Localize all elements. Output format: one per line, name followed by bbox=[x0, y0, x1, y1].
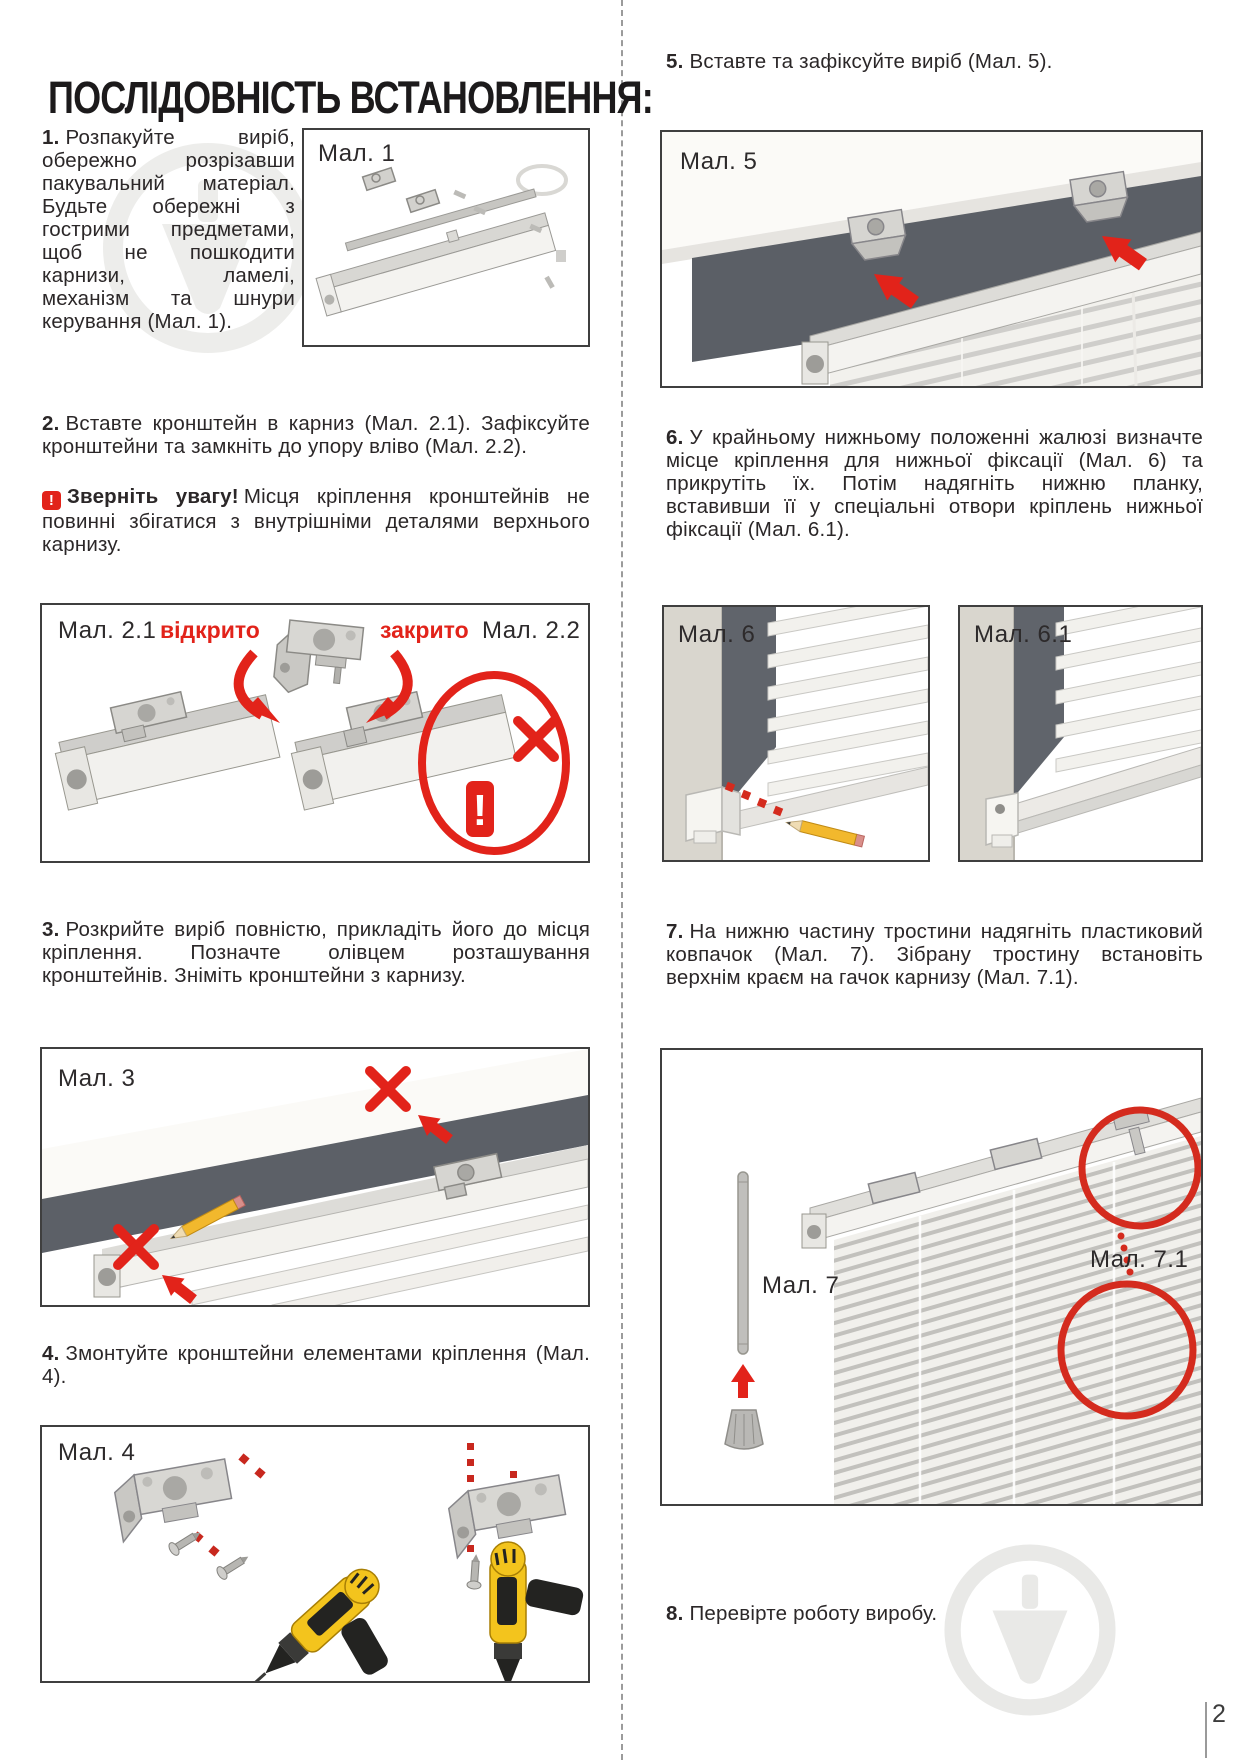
page-number: 2 bbox=[1212, 1700, 1226, 1728]
page-title: ПОСЛІДОВНІСТЬ ВСТАНОВЛЕННЯ: bbox=[48, 72, 653, 124]
figure-2-label-right: Мал. 2.2 bbox=[482, 617, 581, 644]
step-4-text bbox=[42, 1342, 590, 1388]
step-8-number: 8. bbox=[666, 1602, 684, 1625]
step-6-text bbox=[666, 426, 1203, 541]
step-4-number: 4. bbox=[42, 1342, 60, 1365]
step-7-body: На нижню частину тростини надягніть пластиковий ковпачок (Мал. 7). Зібрану тростину встановіть верхнім краєм на гачок карнизу (Мал. 7.1). bbox=[666, 920, 1203, 989]
figure-7 bbox=[660, 1048, 1203, 1506]
figure-6-label: Мал. 6 bbox=[678, 621, 756, 648]
figure-3 bbox=[40, 1047, 590, 1307]
warning-label: Зверніть увагу! bbox=[67, 485, 239, 508]
figure-6 bbox=[662, 605, 930, 862]
step-5-body: Вставте та зафіксуйте виріб (Мал. 5). bbox=[689, 50, 1053, 73]
step-2-text bbox=[42, 412, 590, 458]
step-5-number: 5. bbox=[666, 50, 684, 73]
step-5-text bbox=[666, 50, 1203, 73]
step-1-body: Розпакуйте виріб, обережно розрізавши пакувальний матеріал. Будьте обережні з гострими предметами, щоб не пошкодити карнизи, ламелі, механізм та шнури керування (Мал. 1). bbox=[42, 126, 295, 333]
step-4-body: Змонтуйте кронштейни елементами кріплення (Мал. 4). bbox=[42, 1342, 590, 1388]
step-2-number: 2. bbox=[42, 412, 60, 435]
step-1-number: 1. bbox=[42, 126, 60, 149]
figure-6-1-label: Мал. 6.1 bbox=[974, 621, 1073, 648]
step-6-number: 6. bbox=[666, 426, 684, 449]
figure-3-label: Мал. 3 bbox=[58, 1065, 136, 1092]
step-3-text bbox=[42, 918, 590, 987]
figure-4-label: Мал. 4 bbox=[58, 1439, 136, 1466]
warning-body: Місця кріплення кронштейнів не повинні збігатися з внутрішніми деталями верхнього карнизу. bbox=[42, 485, 590, 556]
figure-4 bbox=[40, 1425, 590, 1683]
figure-2 bbox=[40, 603, 590, 863]
figure-5 bbox=[660, 130, 1203, 388]
figure-7-1-label: Мал. 7.1 bbox=[1090, 1246, 1189, 1273]
figure-5-label: Мал. 5 bbox=[680, 148, 758, 175]
column-divider bbox=[621, 0, 623, 1760]
step-2-warning bbox=[42, 485, 590, 556]
figure-2-open-label: відкрито bbox=[160, 617, 260, 643]
step-2-body: Вставте кронштейн в карниз (Мал. 2.1). Зафіксуйте кронштейни та замкніть до упору вліво (Мал. 2.2). bbox=[42, 412, 590, 458]
figure-7-label: Мал. 7 bbox=[762, 1272, 840, 1299]
step-6-body: У крайньому нижньому положенні жалюзі визначте місце кріплення для нижньої фіксації (Мал. 6) та прикрутіть їх. Потім надягніть нижню планку, вставивши її у спеціальні отвори кріплень нижньої фіксації (Мал. 6.1). bbox=[666, 426, 1203, 541]
step-8-text bbox=[666, 1602, 1203, 1625]
step-7-text bbox=[666, 920, 1203, 989]
figure-2-exclamation: ! bbox=[472, 786, 488, 835]
brand-watermark bbox=[942, 1542, 1118, 1718]
figure-1-label: Мал. 1 bbox=[318, 140, 396, 167]
figure-2-label-left: Мал. 2.1 bbox=[58, 617, 157, 644]
figure-2-closed-label: закрито bbox=[380, 617, 469, 643]
figure-1 bbox=[302, 128, 590, 347]
figure-7-illustration bbox=[662, 1050, 1201, 1504]
page-number-rule bbox=[1205, 1702, 1207, 1758]
step-3-number: 3. bbox=[42, 918, 60, 941]
step-8-body: Перевірте роботу виробу. bbox=[689, 1602, 938, 1625]
step-7-number: 7. bbox=[666, 920, 684, 943]
warning-icon: ! bbox=[42, 491, 61, 510]
step-1-text bbox=[42, 126, 295, 333]
figure-6-1 bbox=[958, 605, 1203, 862]
step-3-body: Розкрийте виріб повністю, прикладіть його до місця кріплення. Позначте олівцем розташування кронштейнів. Зніміть кронштейни з карнизу. bbox=[42, 918, 590, 987]
